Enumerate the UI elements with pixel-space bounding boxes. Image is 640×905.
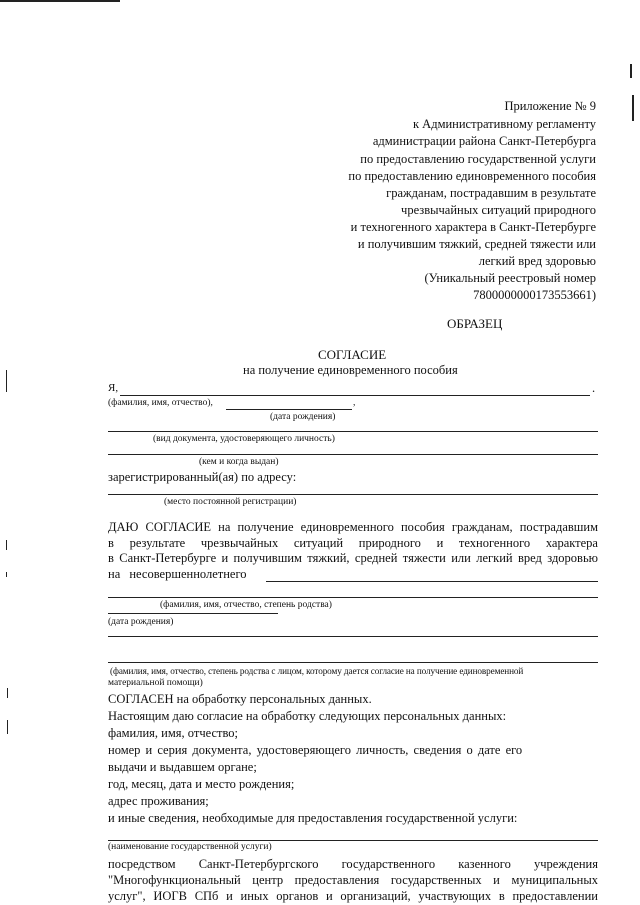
- person-line-2[interactable]: [108, 662, 598, 663]
- minor-label: (фамилия, имя, отчество, степень родства): [160, 600, 332, 610]
- scan-right-edge: [630, 64, 632, 78]
- data-intro: Настоящим даю согласие на обработку следующих персональных данных:: [108, 709, 507, 723]
- fio-end-dot: .: [592, 381, 596, 395]
- final-line-3: услуг", ИОГВ СПб и иных органов и организаций, участвующих в предоставлении: [108, 889, 598, 903]
- service-line[interactable]: [108, 840, 598, 841]
- sample-label: ОБРАЗЕЦ: [447, 316, 503, 331]
- fio-line[interactable]: [120, 395, 590, 396]
- birth-comma: ,: [353, 398, 356, 408]
- header-line: и техногенного характера в Санкт-Петербурге: [350, 220, 596, 234]
- scan-left-mark: [7, 688, 8, 698]
- scan-left-mark: [6, 540, 7, 550]
- header-line: чрезвычайных ситуаций природного: [401, 203, 596, 217]
- header-line: легкий вред здоровью: [478, 254, 596, 268]
- minor-birth-label: (дата рождения): [108, 617, 174, 627]
- consent-line-3: в Санкт-Петербурге и получившим тяжкий, средней тяжести или легкий вред здоровью: [108, 551, 598, 565]
- header-line: по предоставлению государственной услуги: [360, 152, 596, 166]
- scan-left-mark: [7, 720, 8, 734]
- header-line: по предоставлению единовременного пособия: [348, 169, 596, 183]
- issued-by-label: (кем и когда выдан): [199, 457, 279, 467]
- consent-line-2: в результате чрезвычайных ситуаций природного и техногенного характера: [108, 536, 598, 550]
- scan-left-mark: [6, 370, 7, 392]
- person-label-1: (фамилия, имя, отчество, степень родства с лицом, которому дается согласие на получение единовременной: [110, 666, 524, 676]
- consent-line-4: на несовершеннолетнего: [108, 567, 247, 581]
- id-document-label: (вид документа, удостоверяющего личность): [153, 434, 335, 444]
- consent-line-1: ДАЮ СОГЛАСИЕ на получение единовременного пособия гражданам, пострадавшим: [108, 520, 598, 534]
- agree-statement: СОГЛАСЕН на обработку персональных данных.: [108, 692, 372, 706]
- scan-right-edge: [632, 95, 634, 121]
- header-line: и получившим тяжкий, средней тяжести или: [357, 237, 596, 251]
- data-item: год, месяц, дата и место рождения;: [108, 777, 295, 791]
- data-item: выдачи и выдавшем органе;: [108, 760, 257, 774]
- header-line: администрации района Санкт-Петербурга: [372, 134, 596, 148]
- person-label-2: материальной помощи): [108, 678, 203, 688]
- ya-label: Я,: [108, 382, 119, 394]
- final-line-2: "Многофункциональный центр предоставления государственных и муниципальных: [108, 873, 598, 887]
- header-line: гражданам, пострадавшим в результате: [386, 186, 596, 200]
- birth-date-line[interactable]: [226, 409, 352, 410]
- issued-by-line[interactable]: [108, 454, 598, 455]
- scan-top-line: [0, 0, 120, 2]
- document-title: СОГЛАСИЕ: [318, 347, 387, 362]
- fio-label: (фамилия, имя, отчество),: [108, 398, 213, 408]
- service-label: (наименование государственной услуги): [108, 842, 272, 852]
- minor-birth-line[interactable]: [108, 613, 278, 614]
- header-line: 7800000000173553661): [473, 288, 596, 302]
- birth-date-label: (дата рождения): [270, 412, 336, 422]
- header-line: (Уникальный реестровый номер: [424, 271, 596, 285]
- final-line-1: посредством Санкт-Петербургского государственного казенного учреждения: [108, 857, 598, 871]
- header-line: Приложение № 9: [504, 99, 596, 113]
- data-item: номер и серия документа, удостоверяющего личность, сведения о дате его: [108, 743, 523, 757]
- data-item: фамилия, имя, отчество;: [108, 726, 239, 740]
- document-subtitle: на получение единовременного пособия: [243, 363, 458, 377]
- minor-line[interactable]: [266, 581, 598, 582]
- registered-label: зарегистрированный(ая) по адресу:: [108, 470, 297, 484]
- person-line-1[interactable]: [108, 636, 598, 637]
- id-document-line[interactable]: [108, 431, 598, 432]
- scan-left-mark: [6, 572, 7, 577]
- residence-line[interactable]: [108, 494, 598, 495]
- minor-line-2[interactable]: [108, 597, 598, 598]
- data-item: адрес проживания;: [108, 794, 209, 808]
- residence-label: (место постоянной регистрации): [164, 497, 297, 507]
- data-item: и иные сведения, необходимые для предоставления государственной услуги:: [108, 811, 518, 825]
- header-line: к Административному регламенту: [412, 117, 596, 131]
